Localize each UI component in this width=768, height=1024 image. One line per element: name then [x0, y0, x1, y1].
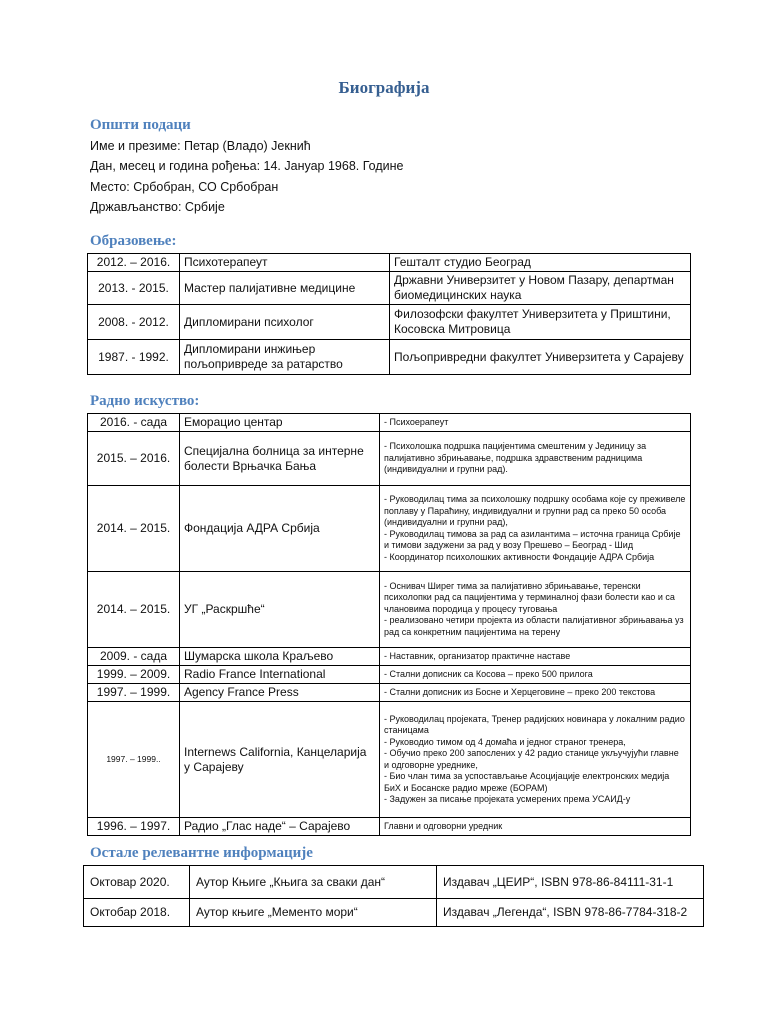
work-organization: Радио „Глас наде“ – Сарајево	[180, 818, 380, 836]
work-details	[380, 818, 691, 836]
general-line-name: Име и презиме: Петар (Владо) Јекнић	[90, 139, 311, 153]
education-title: Психотерапеут	[180, 254, 390, 272]
work-organization: Agency France Press	[180, 684, 380, 702]
general-line-place: Место: Србобран, СО Србобран	[90, 180, 279, 194]
table-row	[88, 572, 691, 648]
education-title: Дипломирани инжињер пољопривреде за ратарство	[180, 340, 390, 375]
detail-item: - Стални дописник из Босне и Херцеговине – преко 200 текстова	[384, 686, 656, 697]
work-heading: Радно искуство:	[90, 393, 200, 409]
table-row	[88, 486, 691, 572]
education-institution: Државни Универзитет у Новом Пазару, департман биомедицинских наука	[390, 272, 691, 305]
work-period: 1997. – 1999.	[88, 684, 180, 702]
work-period: 2009. - сада	[88, 648, 180, 666]
table-row	[88, 648, 691, 666]
work-organization: Шумарска школа Краљево	[180, 648, 380, 666]
detail-item: - Стални дописник са Косова – преко 500 прилога	[384, 668, 593, 679]
education-institution: Гештaлт студио Београд	[390, 254, 691, 272]
detail-item: - Оснивач Ширег тима за палијативно збрињавање, теренски психолопки рад са пацијентима у терминалној фази болести као и са члановима породица у процесу туговања	[384, 580, 675, 614]
education-heading: Образовење:	[90, 233, 177, 249]
table-row	[88, 272, 691, 305]
other-work: Аутор књиге „Мементо мори“	[190, 899, 437, 927]
detail-item: - Координатор психолошких активности Фондације АДРА Србија	[384, 551, 655, 562]
general-line-citizenship: Држављанство: Србије	[90, 200, 225, 214]
work-period: 2014. – 2015.	[88, 486, 180, 572]
detail-item: - Психолошка подршка пацијентима смештеним у Јединицу за палијативно збрињавање, подршка здравственим радницима (индивидуални и групни рад).	[384, 441, 647, 475]
work-details	[380, 648, 691, 666]
work-organization: Еморацио центар	[180, 414, 380, 432]
education-title: Дипломирани психолог	[180, 305, 390, 340]
education-period: 2012. – 2016.	[88, 254, 180, 272]
education-period: 2013. - 2015.	[88, 272, 180, 305]
table-row	[88, 414, 691, 432]
work-period: 2016. - сада	[88, 414, 180, 432]
other-heading: Остале релевантне информације	[90, 845, 313, 861]
work-period: 2014. – 2015.	[88, 572, 180, 648]
work-organization: Фондација АДРА Србија	[180, 486, 380, 572]
work-period: 2015. – 2016.	[88, 432, 180, 486]
work-table	[87, 413, 691, 836]
education-institution: Пољопривредни факултет Универзитета у Сарајеву	[390, 340, 691, 375]
work-organization: Internews California, Канцеларија у Сарајеву	[180, 702, 380, 818]
work-details	[380, 572, 691, 648]
education-table	[87, 253, 691, 375]
table-row	[88, 305, 691, 340]
work-organization: УГ „Раскршће“	[180, 572, 380, 648]
education-period: 1987. - 1992.	[88, 340, 180, 375]
education-institution: Филозофски факултет Универзитета у Приштини, Косовска Митровица	[390, 305, 691, 340]
work-period: 1996. – 1997.	[88, 818, 180, 836]
detail-item: - Руководио тимом од 4 домаћа и једног страног тренера,	[384, 736, 626, 747]
general-line-birth: Дан, месец и година рођења: 14. Јануар 1968. Године	[90, 159, 404, 173]
other-work: Аутор Књиге „Књига за сваки дан“	[190, 866, 437, 899]
education-title: Мастер палијативне медицине	[180, 272, 390, 305]
work-details	[380, 486, 691, 572]
work-details	[380, 666, 691, 684]
detail-item: - Руководилац пројеката, Тренер радијских новинара у локалним радио станицама	[384, 713, 685, 735]
table-row	[84, 899, 704, 927]
general-heading: Општи подаци	[90, 117, 191, 133]
table-row	[88, 432, 691, 486]
education-period: 2008. - 2012.	[88, 305, 180, 340]
detail-item: - Наставник, организатор практичне наставе	[384, 650, 571, 661]
other-publisher: Издавач „ЦЕИР“, ISBN 978-86-84111-31-1	[437, 866, 704, 899]
other-publisher: Издавач „Легенда“, ISBN 978-86-7784-318-2	[437, 899, 704, 927]
detail-item: - Обучио преко 200 запослених у 42 радио станице укључујући главне и одговорне уреднике,	[384, 748, 679, 770]
other-table	[83, 865, 704, 927]
detail-item: - Задужен за писање пројеката усмерених према УСАИД-у	[384, 794, 631, 804]
table-row	[88, 254, 691, 272]
table-row	[84, 866, 704, 899]
detail-item: Главни и одговорни уредник	[384, 820, 503, 831]
work-period: 1997. – 1999..	[88, 702, 180, 818]
work-details	[380, 684, 691, 702]
table-row	[88, 340, 691, 375]
table-row	[88, 666, 691, 684]
table-row	[88, 702, 691, 818]
detail-item: - реализовано четири пројекта из области палијативног збрињавања уз рад са конкретним пацијентима на терену	[384, 615, 684, 637]
table-row	[88, 818, 691, 836]
other-date: Октовар 2020.	[84, 866, 190, 899]
work-details	[380, 702, 691, 818]
work-details	[380, 432, 691, 486]
detail-item: - Руководилац тима за психолошку подршку особама које су преживеле поплаву у Параћину, индивидуални и групни рад са преко 50 особа (индивидуални и групни рад),	[384, 494, 686, 527]
other-date: Октобар 2018.	[84, 899, 190, 927]
work-details	[380, 414, 691, 432]
detail-item: - Био члан тима за успостављање Асоцијације електронских медија БиХ и Босанске радио мреже (БОРАМ)	[384, 771, 670, 793]
detail-item: - Руководилац тимова за рад са азилантима – источна граница Србије и тимови задужени за рад у возу Прешево – Београд - Шид	[384, 528, 681, 550]
page-title: Биографија	[338, 78, 430, 97]
table-row	[88, 684, 691, 702]
detail-item: - Психоерапеут	[384, 416, 449, 427]
work-period: 1999. – 2009.	[88, 666, 180, 684]
work-organization: Radio France International	[180, 666, 380, 684]
work-organization: Специјална болница за интерне болести Врњачка Бања	[180, 432, 380, 486]
